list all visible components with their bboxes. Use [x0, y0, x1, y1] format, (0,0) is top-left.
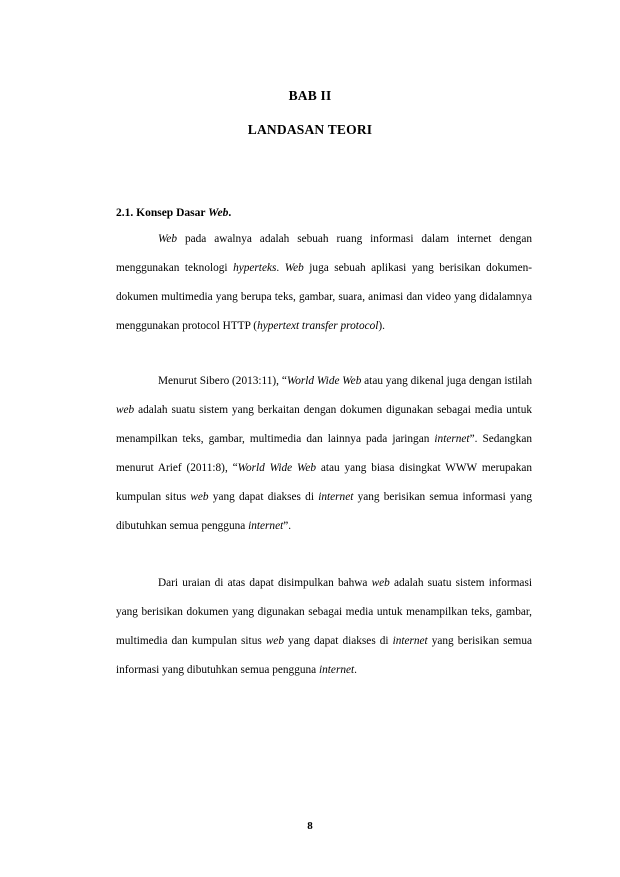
p2-t6: internet	[434, 433, 470, 445]
p3-t1: Dari uraian di atas dapat disimpulkan bahwa	[158, 577, 372, 589]
p3-t8: internet	[319, 664, 355, 676]
section-number: 2.1.	[116, 207, 134, 219]
p2-t3: atau yang dikenal juga dengan istilah	[361, 375, 532, 387]
chapter-label: BAB II	[288, 88, 332, 103]
p2-t4: web	[116, 404, 135, 416]
p1-t4: .	[276, 262, 285, 274]
p2-t15: ”.	[283, 520, 292, 532]
paragraph-3	[116, 569, 532, 685]
p1-t7: hypertext transfer protocol	[257, 320, 379, 332]
p2-t5: adalah suatu sistem yang berkaitan dengan dokumen digunakan sebagai media untuk menampilkan teks, gambar, multimedia dan lainnya pada jaringan	[116, 404, 532, 445]
p1-t1: Web	[158, 233, 178, 245]
p3-t6: internet	[392, 635, 428, 647]
p3-t9: .	[354, 664, 357, 676]
paragraph-1	[116, 225, 532, 341]
chapter-title: LANDASAN TEORI	[247, 122, 373, 137]
p3-t4: web	[265, 635, 284, 647]
p1-t3: hyperteks	[233, 262, 277, 274]
p2-t13: yang berisikan semua informasi yang dibutuhkan semua pengguna	[116, 491, 533, 532]
p3-t7: yang berisikan semua informasi yang dibutuhkan semua pengguna	[116, 635, 533, 676]
section-title-italic: Web	[208, 207, 229, 219]
section-title: Konsep Dasar	[136, 207, 206, 219]
p2-t12: internet	[318, 491, 354, 503]
p1-t6: juga sebuah aplikasi yang berisikan dokumen-dokumen multimedia yang berupa teks, gambar, suara, animasi dan video yang didalamnya menggunakan protocol HTTP (	[116, 262, 532, 332]
p2-t8: World Wide Web	[237, 462, 317, 474]
p2-t7: ”. Sedangkan menurut Arief (2011:8), “	[116, 433, 533, 474]
page-number: 8	[307, 820, 313, 832]
p2-t10: web	[190, 491, 209, 503]
p2-t14: internet	[248, 520, 284, 532]
section-heading: 2.1. Konsep Dasar Web.	[116, 207, 232, 219]
p2-t1: Menurut Sibero (2013:11), “	[158, 375, 287, 387]
paragraph-2	[116, 367, 532, 541]
p3-t3: adalah suatu sistem informasi yang berisikan dokumen yang digunakan sebagai media untuk menampilkan teks, gambar, multimedia dan kumpulan situs	[116, 577, 532, 647]
p2-t11: yang dapat diakses di	[208, 491, 319, 503]
p2-t2: World Wide Web	[286, 375, 362, 387]
p2-t9: atau yang biasa disingkat WWW merupakan kumpulan situs	[116, 462, 533, 503]
p3-t5: yang dapat diakses di	[283, 635, 393, 647]
p1-t8: ).	[378, 320, 385, 332]
p1-t5: Web	[284, 262, 304, 274]
p1-t2: pada awalnya adalah sebuah ruang informasi dalam internet dengan menggunakan teknologi	[116, 233, 532, 274]
p3-t2: web	[371, 577, 390, 589]
